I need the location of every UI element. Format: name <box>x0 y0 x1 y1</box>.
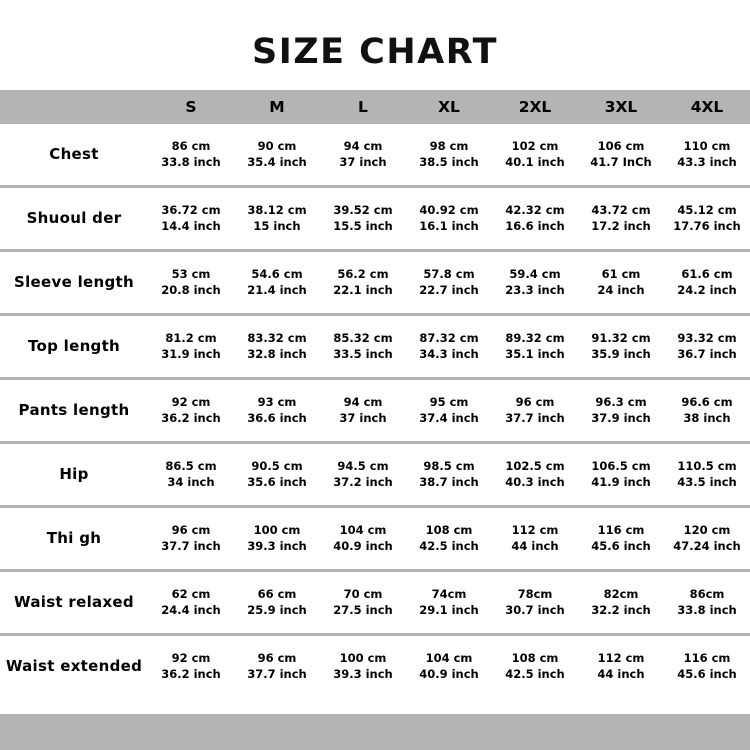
cell-cm: 81.2 cm <box>165 330 217 345</box>
table-row <box>0 124 750 185</box>
cell-inch: 37 inch <box>339 410 387 425</box>
cell-cm: 85.32 cm <box>333 330 393 345</box>
cell-inch: 15.5 inch <box>333 218 393 233</box>
table-cell <box>320 124 406 185</box>
table-row <box>0 252 750 313</box>
cell-inch: 21.4 inch <box>247 282 307 297</box>
cell-inch: 37 inch <box>339 154 387 169</box>
cell-cm: 42.32 cm <box>505 202 565 217</box>
cell-cm: 100 cm <box>253 522 301 537</box>
cell-inch: 41.9 inch <box>591 474 651 489</box>
table-cell <box>492 508 578 569</box>
cell-inch: 44 inch <box>597 666 645 681</box>
table-cell <box>234 188 320 249</box>
cell-cm: 74cm <box>431 586 467 601</box>
table-cell <box>320 508 406 569</box>
cell-cm: 70 cm <box>343 586 383 601</box>
column-header-measurement <box>0 90 148 124</box>
cell-inch: 14.4 inch <box>161 218 221 233</box>
cell-inch: 36.2 inch <box>161 666 221 681</box>
cell-cm: 61.6 cm <box>681 266 733 281</box>
cell-cm: 82cm <box>603 586 639 601</box>
table-cell <box>492 572 578 633</box>
column-header-3xl: 3XL <box>604 98 638 116</box>
cell-cm: 39.52 cm <box>333 202 393 217</box>
table-cell <box>406 508 492 569</box>
cell-cm: 116 cm <box>683 650 731 665</box>
cell-inch: 32.8 inch <box>247 346 307 361</box>
size-chart-table <box>0 90 750 697</box>
cell-inch: 44 inch <box>511 538 559 553</box>
cell-cm: 45.12 cm <box>677 202 737 217</box>
cell-cm: 61 cm <box>601 266 641 281</box>
cell-cm: 36.72 cm <box>161 202 221 217</box>
bottom-band <box>0 714 750 750</box>
table-cell <box>492 124 578 185</box>
cell-cm: 78cm <box>517 586 553 601</box>
cell-cm: 53 cm <box>171 266 211 281</box>
cell-inch: 24.4 inch <box>161 602 221 617</box>
table-cell <box>320 252 406 313</box>
cell-inch: 33.8 inch <box>677 602 737 617</box>
row-label: Sleeve length <box>14 273 134 292</box>
cell-inch: 42.5 inch <box>505 666 565 681</box>
cell-cm: 93 cm <box>257 394 297 409</box>
table-row <box>0 636 750 697</box>
cell-inch: 38.5 inch <box>419 154 479 169</box>
table-row <box>0 444 750 505</box>
table-cell <box>664 572 750 633</box>
cell-inch: 35.4 inch <box>247 154 307 169</box>
column-header-4xl: 4XL <box>690 98 724 116</box>
cell-cm: 96.3 cm <box>595 394 647 409</box>
table-cell <box>664 316 750 377</box>
table-cell <box>148 188 234 249</box>
cell-inch: 47.24 inch <box>673 538 741 553</box>
table-cell <box>148 572 234 633</box>
cell-inch: 40.3 inch <box>505 474 565 489</box>
table-cell <box>320 380 406 441</box>
cell-cm: 90.5 cm <box>251 458 303 473</box>
cell-cm: 110.5 cm <box>677 458 737 473</box>
column-header-m: M <box>269 98 285 116</box>
cell-cm: 102.5 cm <box>505 458 565 473</box>
cell-cm: 62 cm <box>171 586 211 601</box>
cell-inch: 24 inch <box>597 282 645 297</box>
cell-cm: 106 cm <box>597 138 645 153</box>
row-label: Chest <box>49 145 99 164</box>
cell-inch: 40.9 inch <box>333 538 393 553</box>
table-cell <box>234 508 320 569</box>
cell-cm: 43.72 cm <box>591 202 651 217</box>
table-cell <box>406 636 492 697</box>
table-cell <box>148 380 234 441</box>
cell-inch: 16.1 inch <box>419 218 479 233</box>
cell-cm: 120 cm <box>683 522 731 537</box>
table-cell <box>664 444 750 505</box>
cell-inch: 17.2 inch <box>591 218 651 233</box>
table-cell <box>320 572 406 633</box>
cell-inch: 34.3 inch <box>419 346 479 361</box>
table-cell <box>320 636 406 697</box>
cell-cm: 91.32 cm <box>591 330 651 345</box>
table-cell <box>234 636 320 697</box>
cell-inch: 34 inch <box>167 474 215 489</box>
cell-cm: 102 cm <box>511 138 559 153</box>
table-cell <box>406 316 492 377</box>
cell-inch: 33.5 inch <box>333 346 393 361</box>
table-row <box>0 316 750 377</box>
table-cell <box>406 252 492 313</box>
table-cell <box>578 380 664 441</box>
cell-inch: 38 inch <box>683 410 731 425</box>
cell-cm: 110 cm <box>683 138 731 153</box>
cell-cm: 54.6 cm <box>251 266 303 281</box>
table-cell <box>234 444 320 505</box>
cell-inch: 24.2 inch <box>677 282 737 297</box>
cell-inch: 30.7 inch <box>505 602 565 617</box>
table-cell <box>578 508 664 569</box>
table-cell <box>578 188 664 249</box>
table-cell <box>578 124 664 185</box>
cell-cm: 93.32 cm <box>677 330 737 345</box>
table-cell <box>148 124 234 185</box>
table-cell <box>234 124 320 185</box>
table-cell <box>492 252 578 313</box>
table-cell <box>578 636 664 697</box>
cell-inch: 35.9 inch <box>591 346 651 361</box>
row-label: Waist extended <box>5 657 143 676</box>
table-cell <box>148 508 234 569</box>
page-title: SIZE CHART <box>251 32 499 72</box>
table-cell <box>234 380 320 441</box>
table-cell <box>492 636 578 697</box>
cell-cm: 92 cm <box>171 394 211 409</box>
cell-cm: 96 cm <box>515 394 555 409</box>
cell-cm: 92 cm <box>171 650 211 665</box>
cell-inch: 41.7 InCh <box>590 154 652 169</box>
table-cell <box>406 188 492 249</box>
table-cell <box>320 188 406 249</box>
cell-cm: 57.8 cm <box>423 266 475 281</box>
table-row <box>0 508 750 569</box>
cell-cm: 94 cm <box>343 138 383 153</box>
cell-cm: 98 cm <box>429 138 469 153</box>
table-cell <box>664 508 750 569</box>
cell-inch: 43.5 inch <box>677 474 737 489</box>
table-cell <box>320 316 406 377</box>
cell-cm: 96.6 cm <box>681 394 733 409</box>
cell-inch: 37.4 inch <box>419 410 479 425</box>
table-cell <box>492 316 578 377</box>
cell-cm: 66 cm <box>257 586 297 601</box>
cell-inch: 33.8 inch <box>161 154 221 169</box>
row-label: Thi gh <box>46 529 102 548</box>
cell-cm: 98.5 cm <box>423 458 475 473</box>
cell-inch: 45.6 inch <box>591 538 651 553</box>
table-header-row <box>0 90 750 124</box>
cell-inch: 37.9 inch <box>591 410 651 425</box>
table-cell <box>664 188 750 249</box>
table-cell <box>578 316 664 377</box>
cell-cm: 108 cm <box>511 650 559 665</box>
cell-inch: 39.3 inch <box>247 538 307 553</box>
table-cell <box>664 124 750 185</box>
table-cell <box>320 444 406 505</box>
table-cell <box>148 316 234 377</box>
table-cell <box>578 252 664 313</box>
cell-inch: 36.2 inch <box>161 410 221 425</box>
cell-inch: 27.5 inch <box>333 602 393 617</box>
table-cell <box>406 444 492 505</box>
cell-inch: 31.9 inch <box>161 346 221 361</box>
cell-inch: 17.76 inch <box>673 218 741 233</box>
cell-cm: 106.5 cm <box>591 458 651 473</box>
table-cell <box>234 252 320 313</box>
cell-inch: 42.5 inch <box>419 538 479 553</box>
row-label: Shuoul der <box>26 209 122 228</box>
cell-inch: 37.2 inch <box>333 474 393 489</box>
cell-inch: 23.3 inch <box>505 282 565 297</box>
cell-inch: 16.6 inch <box>505 218 565 233</box>
cell-inch: 36.6 inch <box>247 410 307 425</box>
column-header-xl: XL <box>438 98 460 116</box>
row-label: Waist relaxed <box>14 593 134 612</box>
cell-inch: 45.6 inch <box>677 666 737 681</box>
column-header-s: S <box>185 98 197 116</box>
column-header-l: L <box>358 98 368 116</box>
cell-cm: 90 cm <box>257 138 297 153</box>
table-cell <box>148 444 234 505</box>
table-cell <box>664 380 750 441</box>
cell-inch: 20.8 inch <box>161 282 221 297</box>
cell-cm: 100 cm <box>339 650 387 665</box>
table-cell <box>234 572 320 633</box>
cell-cm: 40.92 cm <box>419 202 479 217</box>
table-cell <box>664 252 750 313</box>
cell-inch: 37.7 inch <box>505 410 565 425</box>
table-cell <box>492 188 578 249</box>
cell-cm: 38.12 cm <box>247 202 307 217</box>
table-row <box>0 380 750 441</box>
cell-cm: 94.5 cm <box>337 458 389 473</box>
cell-cm: 59.4 cm <box>509 266 561 281</box>
cell-cm: 104 cm <box>339 522 387 537</box>
cell-inch: 25.9 inch <box>247 602 307 617</box>
cell-inch: 29.1 inch <box>419 602 479 617</box>
cell-cm: 86 cm <box>171 138 211 153</box>
cell-inch: 37.7 inch <box>247 666 307 681</box>
table-cell <box>492 380 578 441</box>
table-cell <box>406 572 492 633</box>
cell-inch: 15 inch <box>253 218 301 233</box>
table-row <box>0 188 750 249</box>
cell-cm: 83.32 cm <box>247 330 307 345</box>
cell-cm: 108 cm <box>425 522 473 537</box>
cell-inch: 40.9 inch <box>419 666 479 681</box>
cell-cm: 86.5 cm <box>165 458 217 473</box>
cell-cm: 86cm <box>689 586 725 601</box>
cell-inch: 32.2 inch <box>591 602 651 617</box>
table-cell <box>664 636 750 697</box>
cell-cm: 96 cm <box>257 650 297 665</box>
cell-cm: 116 cm <box>597 522 645 537</box>
cell-inch: 36.7 inch <box>677 346 737 361</box>
cell-inch: 39.3 inch <box>333 666 393 681</box>
table-cell <box>406 380 492 441</box>
row-label: Top length <box>27 337 121 356</box>
cell-inch: 35.1 inch <box>505 346 565 361</box>
cell-inch: 22.7 inch <box>419 282 479 297</box>
cell-inch: 38.7 inch <box>419 474 479 489</box>
cell-inch: 37.7 inch <box>161 538 221 553</box>
cell-cm: 104 cm <box>425 650 473 665</box>
cell-cm: 96 cm <box>171 522 211 537</box>
table-cell <box>406 124 492 185</box>
row-label: Pants length <box>18 401 130 420</box>
table-cell <box>492 444 578 505</box>
cell-cm: 56.2 cm <box>337 266 389 281</box>
cell-inch: 35.6 inch <box>247 474 307 489</box>
cell-cm: 94 cm <box>343 394 383 409</box>
cell-cm: 87.32 cm <box>419 330 479 345</box>
table-row <box>0 572 750 633</box>
cell-cm: 112 cm <box>597 650 645 665</box>
table-cell <box>578 572 664 633</box>
table-cell <box>148 636 234 697</box>
table-cell <box>578 444 664 505</box>
row-label: Hip <box>59 465 89 484</box>
cell-cm: 95 cm <box>429 394 469 409</box>
table-cell <box>234 316 320 377</box>
cell-inch: 43.3 inch <box>677 154 737 169</box>
cell-inch: 40.1 inch <box>505 154 565 169</box>
column-header-2xl: 2XL <box>518 98 552 116</box>
cell-cm: 89.32 cm <box>505 330 565 345</box>
table-cell <box>148 252 234 313</box>
cell-cm: 112 cm <box>511 522 559 537</box>
cell-inch: 22.1 inch <box>333 282 393 297</box>
